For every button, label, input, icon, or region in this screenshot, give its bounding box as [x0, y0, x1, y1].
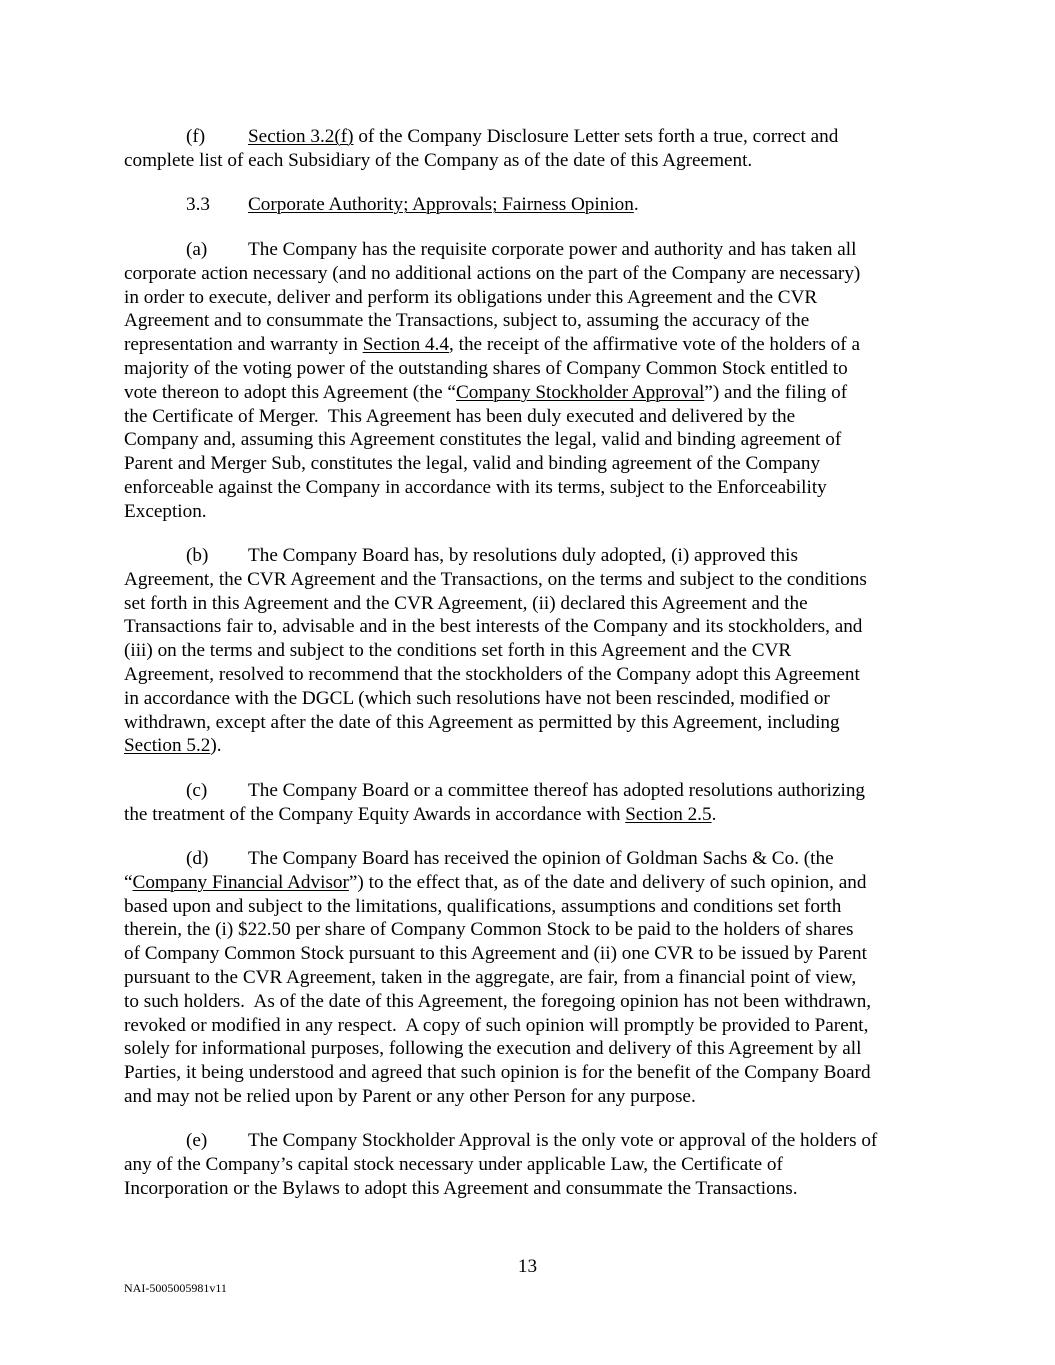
paragraph-marker: (d): [186, 848, 209, 869]
paragraph-c: (c) The Company Board or a committee thereof has adopted resolutions authorizing the treatment of the Company Equity Awards in accordance with Section 2.5.: [124, 780, 866, 825]
paragraph-d: (d) The Company Board has received the opinion of Goldman Sachs & Co. (the “Company Financial Advisor”) to the effect that, as of the date and delivery of such opinion, and based upon and subject to the limitations, qualifications, assumptions and conditions set forth therein, the (i) $22.50 per share of Company Common Stock to be paid to the holders of shares of Company Common Stock pursuant to this Agreement and (ii) one CVR to be issued by Parent pursuant to the CVR Agreement, taken in the aggregate, are fair, from a financial point of view, to such holders. As of the date of this Agreement, the foregoing opinion has not been withdrawn, revoked or modified in any respect. A copy of such opinion will promptly be provided to Parent, solely for informational purposes, following the execution and delivery of this Agreement by all Parties, it being understood and agreed that such opinion is for the benefit of the Company Board and may not be relied upon by Parent or any other Person for any purpose.: [124, 848, 872, 1107]
defined-term: Company Stockholder Approval: [455, 381, 705, 403]
paragraph-f: (f) Section 3.2(f) of the Company Disclosure Letter sets forth a true, correct and complete list of each Subsidiary of the Company as of the date of this Agreement.: [124, 126, 839, 171]
document-id: NAI-5005005981v11: [124, 1281, 227, 1295]
paragraph-e: (e) The Company Stockholder Approval is the only vote or approval of the holders of any of the Company’s capital stock necessary under applicable Law, the Certificate of Incorporation or the Bylaws to adopt this Agreement and consummate the Transactions.: [124, 1130, 878, 1199]
section-reference-link[interactable]: Section 2.5: [625, 803, 712, 825]
paragraph-marker: (f): [186, 126, 206, 147]
paragraph-marker: (a): [186, 239, 208, 260]
paragraph-a: (a) The Company has the requisite corporate power and authority and has taken all corporate action necessary (and no additional actions on the part of the Company are necessary) in order to execute, deliver and perform its obligations under this Agreement and the CVR Agreement and to consummate the Transactions, subject to, assuming the accuracy of the representation and warranty in Section 4.4, the receipt of the affirmative vote of the holders of a majority of the voting power of the outstanding shares of Company Common Stock entitled to vote thereon to adopt this Agreement (the “Company Stockholder Approval”) and the filing of the Certificate of Merger. This Agreement has been duly executed and delivered by the Company and, assuming this Agreement constitutes the legal, valid and binding agreement of Parent and Merger Sub, constitutes the legal, valid and binding agreement of the Company enforceable against the Company in accordance with its terms, subject to the Enforceability Exception.: [124, 239, 861, 522]
section-number: 3.3: [186, 194, 210, 215]
paragraph-b: (b) The Company Board has, by resolutions duly adopted, (i) approved this Agreement, the CVR Agreement and the Transactions, on the terms and subject to the conditions set forth in this Agreement and the CVR Agreement, (ii) declared this Agreement and the Transactions fair to, advisable and in the best interests of the Company and its stockholders, and (iii) on the terms and subject to the conditions set forth in this Agreement and the CVR Agreement, resolved to recommend that the stockholders of the Company adopt this Agreement in accordance with the DGCL (which such resolutions have not been rescinded, modified or withdrawn, except after the date of this Agreement as permitted by this Agreement, including Section 5.2).: [124, 545, 867, 757]
section-heading-3-3: 3.3 Corporate Authority; Approvals; Fairness Opinion.: [186, 194, 639, 215]
paragraph-marker: (c): [186, 780, 208, 801]
page-number: 13: [517, 1256, 538, 1277]
section-reference-link[interactable]: Section 3.2(f): [248, 126, 354, 147]
defined-term: Company Financial Advisor: [132, 871, 349, 893]
section-reference-link[interactable]: Section 4.4: [362, 334, 450, 356]
paragraph-marker: (b): [186, 545, 209, 566]
section-title: Corporate Authority; Approvals; Fairness Opinion: [248, 194, 634, 215]
section-reference-link[interactable]: Section 5.2: [124, 735, 211, 757]
paragraph-marker: (e): [186, 1130, 208, 1151]
